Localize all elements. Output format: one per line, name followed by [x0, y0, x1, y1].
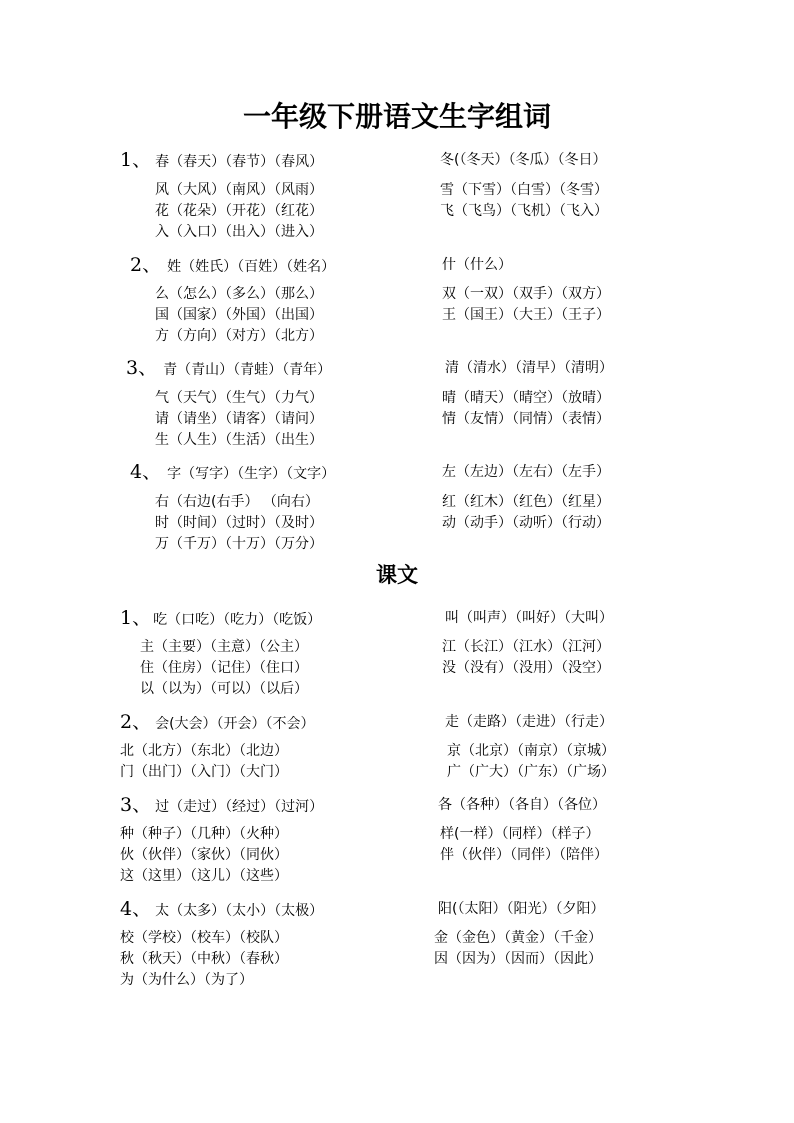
word-entry-text: 金（金色）（黄金）（千金） [434, 930, 602, 946]
word-entry-text: 花（花朵）（开花）（红花） [155, 203, 323, 219]
word-entry-text: 清（清水）（清早）（清明） [445, 360, 613, 376]
word-entry [438, 795, 606, 815]
word-entry [442, 658, 610, 678]
word-entry [442, 462, 610, 482]
word-entry [442, 492, 610, 512]
word-entry [120, 928, 288, 948]
word-entry-text: 阳(（太阳）（阳光）（夕阳） [438, 901, 605, 917]
word-entry [155, 305, 323, 325]
entry-line-first [120, 712, 315, 734]
word-entry: 姓（姓氏）（百姓）（姓名） [167, 259, 336, 275]
word-entry-text: 伴（伙伴）（同伴）（陪伴） [440, 847, 608, 863]
word-entry-text: 样(一样）（同样）（样子） [440, 826, 600, 842]
word-entry [442, 305, 610, 325]
word-entry-text: 情（友情）（同情）（表情） [442, 411, 610, 427]
word-entry [155, 201, 323, 221]
word-entry-text: 什（什么） [442, 257, 512, 273]
word-entry [155, 513, 323, 533]
word-entry-text: 入（入口）（出入）（进入） [155, 224, 323, 240]
word-entry: 字（写字）（生字）（文字） [167, 466, 336, 482]
word-entry [155, 222, 323, 242]
entry-number: 4、 [130, 461, 162, 483]
word-entry [120, 866, 288, 886]
word-entry-text: 伙（伙伴）（家伙）（同伙） [120, 847, 288, 863]
word-entry [155, 492, 319, 512]
word-entry-text: 请（请坐）（请客）（请问） [155, 411, 323, 427]
word-entry-text: 为（为什么）（为了） [120, 972, 253, 988]
word-entry [440, 201, 608, 221]
word-entry-text: 王（国王）（大王）（王子） [442, 307, 610, 323]
word-entry-text: 风（大风）（南风）（风雨） [155, 182, 323, 198]
word-entry-text: 北（北方）（东北）（北边） [120, 743, 288, 759]
word-entry-text: 生（人生）（生活）（出生） [155, 432, 323, 448]
word-entry [440, 824, 599, 844]
word-entry: 吃（口吃）（吃力）（吃饭） [153, 612, 322, 628]
word-entry [438, 899, 604, 919]
word-entry-text: 右（右边(右手） （向右） [155, 494, 319, 510]
entry-number: 2、 [120, 711, 152, 733]
word-entry: 会(大会）（开会）（不会） [155, 716, 315, 732]
word-entry [140, 637, 308, 657]
word-entry-text: 这（这里）（这儿）（这些） [120, 868, 288, 884]
word-entry [155, 409, 323, 429]
word-entry [140, 658, 308, 678]
word-entry [155, 388, 323, 408]
word-entry-text: 么（怎么）（多么）（那么） [155, 286, 323, 302]
word-entry [155, 534, 323, 554]
word-entry [155, 326, 323, 346]
word-entry-text: 江（长江）（江水）（江河） [442, 639, 610, 655]
entry-line-first [120, 608, 321, 630]
word-entry [155, 430, 323, 450]
word-entry-text: 种（种子）（几种）（火种） [120, 826, 288, 842]
entry-number: 3、 [126, 357, 158, 379]
word-entry [120, 762, 288, 782]
word-entry [442, 255, 512, 275]
word-entry-text: 校（学校）（校车）（校队） [120, 930, 288, 946]
entry-line-first [130, 462, 335, 484]
word-entry [434, 949, 602, 969]
word-entry [120, 824, 288, 844]
entry-line-first [120, 899, 323, 921]
word-entry [120, 970, 253, 990]
word-entry [440, 845, 608, 865]
word-entry-text: 飞（飞鸟）（飞机）（飞入） [440, 203, 608, 219]
word-entry-text: 各（各种）（各自）（各位） [438, 797, 606, 813]
word-entry-text: 走（走路）（走进）（行走） [445, 714, 613, 730]
entry-line-first [126, 358, 331, 380]
word-entry [120, 949, 288, 969]
word-entry-text: 国（国家）（外国）（出国） [155, 307, 323, 323]
word-entry: 过（走过）（经过）（过河） [155, 799, 324, 815]
word-entry: 青（青山）（青蛙）（青年） [163, 362, 332, 378]
word-entry-text: 冬(（冬天）（冬瓜）（冬日） [440, 152, 607, 168]
page-title: 一年级下册语文生字组词 [242, 100, 551, 133]
word-entry [140, 679, 308, 699]
word-entry-text: 门（出门）（入门）（大门） [120, 764, 288, 780]
word-entry [440, 180, 608, 200]
word-entry-text: 因（因为）（因而）（因此） [434, 951, 602, 967]
word-entry [442, 513, 610, 533]
entry-line-first [130, 255, 335, 277]
word-entry [442, 388, 610, 408]
word-entry-text: 双（一双）（双手）（双方） [442, 286, 610, 302]
word-entry [445, 358, 613, 378]
word-entry-text: 广（广大）（广东）（广场） [447, 764, 615, 780]
word-entry-text: 左（左边）（左右）（左手） [442, 464, 610, 480]
word-entry-text: 方（方向）（对方）（北方） [155, 328, 323, 344]
entry-number: 3、 [120, 794, 152, 816]
word-entry [120, 741, 288, 761]
word-entry [445, 608, 613, 628]
word-entry [155, 180, 323, 200]
word-entry [447, 762, 615, 782]
word-entry [440, 150, 606, 170]
word-entry-text: 红（红木）（红色）（红星） [442, 494, 610, 510]
entry-number: 2、 [130, 254, 162, 276]
word-entry [442, 409, 610, 429]
word-entry-text: 住（住房）（记住）（住口） [140, 660, 308, 676]
word-entry-text: 万（千万）（十万）（万分） [155, 536, 323, 552]
word-entry [442, 284, 610, 304]
word-entry-text: 主（主要）（主意）（公主） [140, 639, 308, 655]
word-entry-text: 晴（晴天）（晴空）（放晴） [442, 390, 610, 406]
word-entry-text: 雪（下雪）（白雪）（冬雪） [440, 182, 608, 198]
section-title-lessons: 课文 [376, 562, 418, 587]
entry-line-first [120, 795, 323, 817]
word-entry-text: 没（没有）（没用）（没空） [442, 660, 610, 676]
entry-line-first [120, 150, 323, 172]
word-entry: 春（春天）（春节）（春风） [155, 154, 324, 170]
word-entry [447, 741, 615, 761]
word-entry-text: 时（时间）（过时）（及时） [155, 515, 323, 531]
word-entry [120, 845, 288, 865]
word-entry-text: 叫（叫声）（叫好）（大叫） [445, 610, 613, 626]
word-entry-text: 动（动手）（动听）（行动） [442, 515, 610, 531]
word-entry-text: 以（以为）（可以）（以后） [140, 681, 308, 697]
word-entry [155, 284, 323, 304]
word-entry-text: 京（北京）（南京）（京城） [447, 743, 615, 759]
word-entry-text: 秋（秋天）（中秋）（春秋） [120, 951, 288, 967]
word-entry: 太（太多）（太小）（太极） [155, 903, 324, 919]
word-entry [442, 637, 610, 657]
word-entry [434, 928, 602, 948]
word-entry-text: 气（天气）（生气）（力气） [155, 390, 323, 406]
entry-number: 1、 [120, 149, 152, 171]
entry-number: 4、 [120, 898, 152, 920]
word-entry [445, 712, 613, 732]
entry-number: 1、 [120, 607, 152, 629]
